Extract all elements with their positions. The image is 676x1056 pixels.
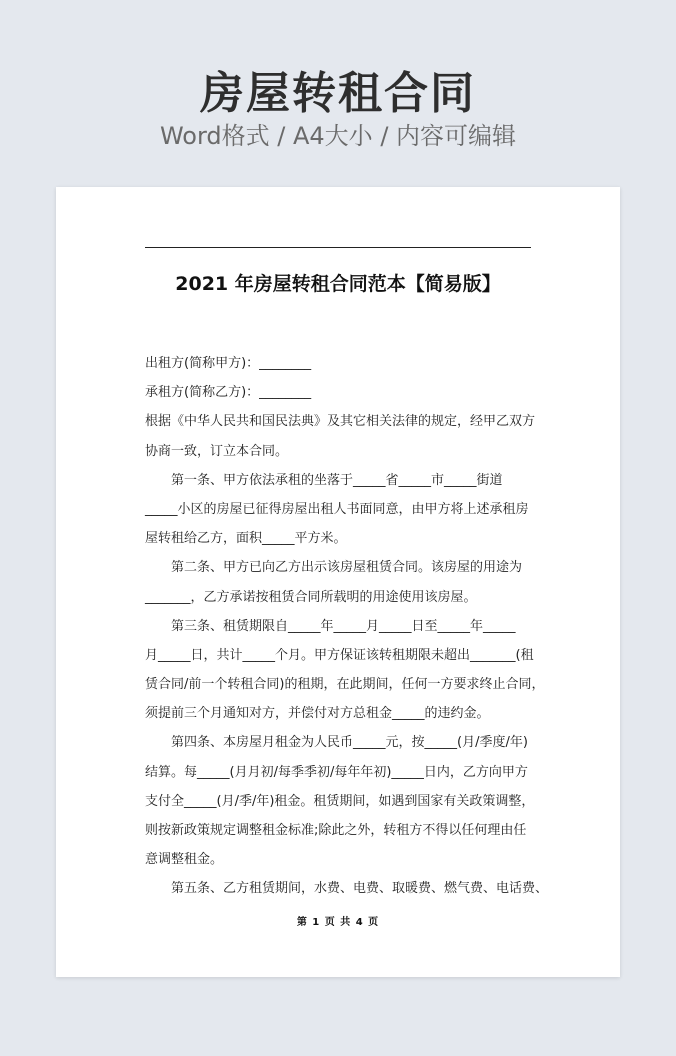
document-line: 第四条、本房屋月租金为人民币_____元，按_____(月/季度/年) bbox=[171, 735, 528, 751]
document-line: 承租方(简称乙方)：________ bbox=[145, 385, 312, 401]
document-line: 意调整租金。 bbox=[145, 852, 224, 868]
document-line: 第二条、甲方已向乙方出示该房屋租赁合同。该房屋的用途为 bbox=[171, 560, 523, 576]
document-line: 出租方(简称甲方)：________ bbox=[145, 356, 312, 371]
hero-subtitle: Word格式 / A4大小 / 内容可编辑 bbox=[159, 122, 517, 150]
document-line: 第一条、甲方依法承租的坐落于_____省_____市_____街道 bbox=[171, 472, 503, 488]
document-line: 赁合同/前一个转租合同)的租期，在此期间，任何一方要求终止合同， bbox=[145, 677, 545, 693]
document-line: _____小区的房屋已征得房屋出租人书面同意，由甲方将上述承租房 bbox=[145, 501, 529, 517]
document-line: 第三条、租赁期限自_____年_____月_____日至_____年_____ bbox=[171, 618, 516, 634]
document-line: 第五条、乙方租赁期间，水费、电费、取暖费、燃气费、电话费、 bbox=[171, 881, 549, 897]
document-line: 月_____日，共计_____个月。甲方保证该转租期限未超出_______(租 bbox=[145, 647, 534, 663]
document-body bbox=[145, 349, 549, 904]
document-line: 根据《中华人民共和国民法典》及其它相关法律的规定，经甲乙双方 bbox=[145, 414, 536, 430]
document-line: 支付全_____(月/季/年)租金。租赁期间，如遇到国家有关政策调整， bbox=[145, 793, 535, 809]
document-line: 须提前三个月通知对方，并偿付对方总租金_____的违约金。 bbox=[145, 706, 490, 722]
document-line: 则按新政策规定调整租金标准;除此之外，转租方不得以任何理由任 bbox=[145, 823, 527, 838]
document-line: 结算。每_____(月月初/每季季初/每年年初)_____日内，乙方向甲方 bbox=[145, 764, 528, 780]
header-rule bbox=[145, 247, 531, 248]
hero-title: 房屋转租合同 bbox=[200, 68, 476, 119]
document-line: 屋转租给乙方，面积_____平方米。 bbox=[145, 531, 347, 547]
page-footer: 第 1 页 共 4 页 bbox=[296, 917, 380, 928]
document-page bbox=[56, 187, 620, 977]
document-line: 协商一致，订立本合同。 bbox=[145, 443, 289, 459]
document-title: 2021 年房屋转租合同范本【简易版】 bbox=[175, 273, 501, 295]
document-line: _______，乙方承诺按租赁合同所载明的用途使用该房屋。 bbox=[145, 589, 477, 605]
